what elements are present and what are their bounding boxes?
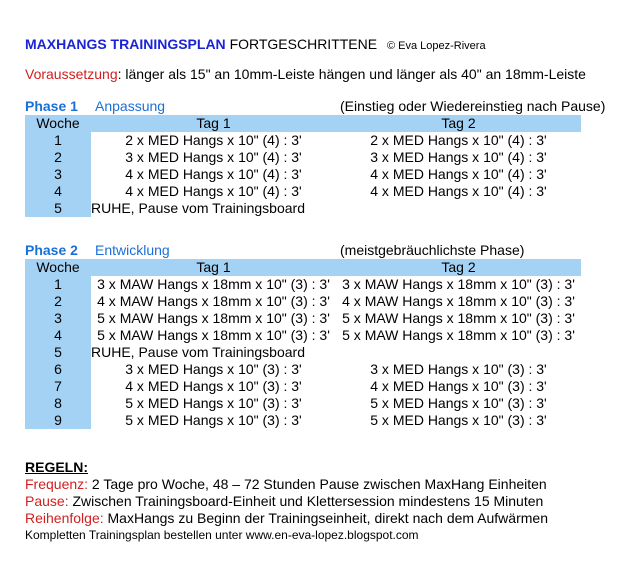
table-row: [25, 276, 581, 293]
phase1-heading: [25, 98, 606, 115]
prerequisite-label: Voraussetzung: [25, 66, 118, 82]
day1-cell: 5 x MED Hangs x 10" (3) : 3': [125, 412, 302, 428]
phase2-heading: [25, 242, 600, 259]
phase2-note: (meistgebräuchlichste Phase): [340, 242, 525, 258]
day2-cell: 3 x MED Hangs x 10" (3) : 3': [370, 361, 547, 377]
rule-text: 2 Tage pro Woche, 48 – 72 Stunden Pause zwischen MaxHang Einheiten: [88, 476, 547, 492]
rules-section: [25, 459, 548, 543]
day1-cell: 4 x MED Hangs x 10" (4) : 3': [125, 183, 302, 199]
header-week: Woche: [25, 259, 91, 276]
header-week: Woche: [25, 115, 91, 132]
footer-note: Kompletten Trainingsplan bestellen unter www.en-eva-lopez.blogspot.com: [25, 528, 419, 542]
day2-cell: 2 x MED Hangs x 10" (4) : 3': [370, 132, 547, 148]
table-header-row: [25, 115, 581, 132]
day2-cell: 5 x MAW Hangs x 18mm x 10" (3) : 3': [342, 310, 575, 326]
week-cell: 1: [25, 132, 91, 149]
week-cell: 5: [25, 200, 91, 217]
table-row: [25, 395, 581, 412]
day2-cell: 4 x MAW Hangs x 18mm x 10" (3) : 3': [342, 293, 575, 309]
rule-pause: [25, 493, 548, 510]
day1-cell: 3 x MAW Hangs x 18mm x 10" (3) : 3': [97, 276, 330, 292]
week-cell: 2: [25, 293, 91, 310]
title-level: FORTGESCHRITTENE: [229, 36, 378, 52]
table-row: [25, 293, 581, 310]
day2-cell: 4 x MED Hangs x 10" (4) : 3': [370, 183, 547, 199]
week-cell: 6: [25, 361, 91, 378]
table-row: [25, 412, 581, 429]
phase2-desc: Entwicklung: [95, 242, 170, 258]
week-cell: 4: [25, 183, 91, 200]
phase1-desc: Anpassung: [95, 98, 166, 114]
week-cell: 7: [25, 378, 91, 395]
header-day1: Tag 1: [91, 115, 336, 132]
table-row: [25, 378, 581, 395]
phase2-table: [25, 259, 581, 429]
day1-cell: 4 x MAW Hangs x 18mm x 10" (3) : 3': [97, 293, 330, 309]
week-cell: 8: [25, 395, 91, 412]
rest-row: [25, 344, 581, 361]
phase2-name: Phase 2: [25, 242, 78, 258]
phase1-name: Phase 1: [25, 98, 78, 114]
page-title: [25, 36, 486, 52]
phase1-table: [25, 115, 581, 217]
rest-cell: RUHE, Pause vom Trainingsboard: [91, 344, 305, 360]
table-row: [25, 310, 581, 327]
day2-cell: 3 x MED Hangs x 10" (4) : 3': [370, 149, 547, 165]
day1-cell: 5 x MAW Hangs x 18mm x 10" (3) : 3': [97, 327, 330, 343]
week-cell: 4: [25, 327, 91, 344]
day1-cell: 2 x MED Hangs x 10" (4) : 3': [125, 132, 302, 148]
rule-label: Frequenz:: [25, 476, 89, 492]
week-cell: 2: [25, 149, 91, 166]
rule-frequency: [25, 476, 548, 493]
week-cell: 3: [25, 166, 91, 183]
rest-row: [25, 200, 581, 217]
rule-text: Zwischen Trainingsboard-Einheit und Klettersession mindestens 15 Minuten: [68, 493, 544, 509]
copyright: © Eva Lopez-Rivera: [386, 40, 486, 52]
day2-cell: 4 x MED Hangs x 10" (4) : 3': [370, 166, 547, 182]
table-row: [25, 183, 581, 200]
table-row: [25, 132, 581, 149]
table-row: [25, 166, 581, 183]
prerequisite-text: : länger als 15" an 10mm-Leiste hängen und länger als 40" an 18mm-Leiste: [117, 66, 586, 82]
title-bold: MAXHANGS TRAININGSPLAN: [25, 36, 226, 52]
day1-cell: 3 x MED Hangs x 10" (3) : 3': [125, 361, 302, 377]
day1-cell: 5 x MAW Hangs x 18mm x 10" (3) : 3': [97, 310, 330, 326]
week-cell: 3: [25, 310, 91, 327]
day2-cell: 5 x MAW Hangs x 18mm x 10" (3) : 3': [342, 327, 575, 343]
rule-label: Pause:: [25, 493, 69, 509]
header-day2: Tag 2: [336, 259, 581, 276]
week-cell: 5: [25, 344, 91, 361]
header-day2: Tag 2: [336, 115, 581, 132]
rule-label: Reihenfolge:: [25, 510, 104, 526]
table-row: [25, 149, 581, 166]
rest-cell: RUHE, Pause vom Trainingsboard: [91, 200, 305, 216]
day1-cell: 3 x MED Hangs x 10" (4) : 3': [125, 149, 302, 165]
rules-heading: REGELN:: [25, 459, 88, 475]
day2-cell: 4 x MED Hangs x 10" (3) : 3': [370, 378, 547, 394]
rule-order: [25, 510, 548, 527]
table-row: [25, 361, 581, 378]
day2-cell: 5 x MED Hangs x 10" (3) : 3': [370, 412, 547, 428]
table-header-row: [25, 259, 581, 276]
table-row: [25, 327, 581, 344]
header-day1: Tag 1: [91, 259, 336, 276]
day2-cell: 3 x MAW Hangs x 18mm x 10" (3) : 3': [342, 276, 575, 292]
rule-text: MaxHangs zu Beginn der Trainingseinheit, direkt nach dem Aufwärmen: [103, 510, 548, 526]
day1-cell: 4 x MED Hangs x 10" (3) : 3': [125, 378, 302, 394]
day2-cell: 5 x MED Hangs x 10" (3) : 3': [370, 395, 547, 411]
phase1-note: (Einstieg oder Wiedereinstieg nach Pause): [340, 98, 606, 114]
week-cell: 9: [25, 412, 91, 429]
day1-cell: 5 x MED Hangs x 10" (3) : 3': [125, 395, 302, 411]
week-cell: 1: [25, 276, 91, 293]
day1-cell: 4 x MED Hangs x 10" (4) : 3': [125, 166, 302, 182]
prerequisite: [25, 66, 586, 82]
